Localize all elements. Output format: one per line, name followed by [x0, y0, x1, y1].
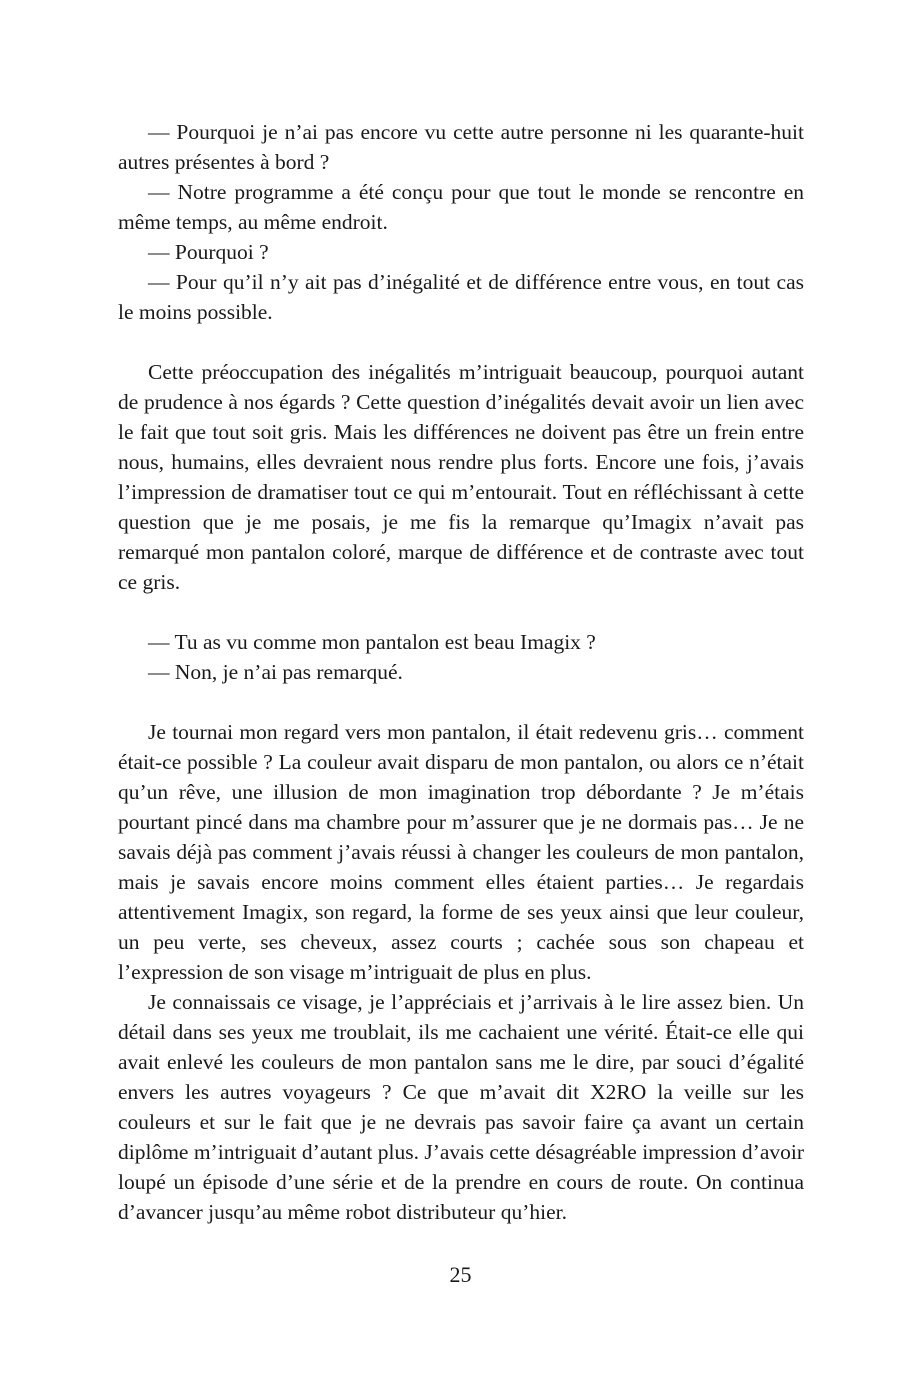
dialogue-line: — Notre programme a été conçu pour que tout le monde se rencontre en même temps, au même endroit. — [118, 180, 804, 234]
narrative-paragraph: Je connaissais ce visage, je l’appréciais et j’arrivais à le lire assez bien. Un détail dans ses yeux me troublait, ils me cachaient une vérité. Était-ce elle qui avait enlevé les couleurs de mon pantalon sans me le dire, par souci d’égalité envers les autres voyageurs ? Ce que m’avait dit X2RO la veille sur les couleurs et sur le fait que je ne devrais pas savoir faire ça avant un certain diplôme m’intriguait d’autant plus. J’avais cette désagréable impression d’avoir loupé un épisode d’une série et de la prendre en cours de route. On continua d’avancer jusqu’au même robot distributeur qu’hier. — [118, 990, 805, 1224]
page-number: 25 — [449, 1262, 472, 1287]
dialogue-block-1 — [118, 117, 804, 327]
page-body — [118, 117, 804, 1227]
dialogue-line: — Pourquoi ? — [148, 240, 269, 264]
narrative-block-2 — [118, 717, 804, 1227]
paragraph-gap — [118, 597, 804, 627]
dialogue-line: — Non, je n’ai pas remarqué. — [148, 660, 403, 684]
paragraph-gap — [118, 327, 804, 357]
narrative-paragraph: Je tournai mon regard vers mon pantalon, il était redevenu gris… comment était-ce possible ? La couleur avait disparu de mon pantalon, ou alors ce n’était qu’un rêve, une illusion de mon imagination trop débordante ? Je m’étais pourtant pincé dans ma chambre pour m’assurer que je ne dormais pas… Je ne savais déjà pas comment j’avais réussi à changer les couleurs de mon pantalon, mais je savais encore moins comment elles étaient parties… Je regardais attentivement Imagix, son regard, la forme de ses yeux ainsi que leur couleur, un peu verte, ses cheveux, assez courts ; cachée sous son chapeau et l’expression de son visage m’intriguait de plus en plus. — [118, 720, 804, 984]
dialogue-line: — Pourquoi je n’ai pas encore vu cette autre personne ni les quarante-huit autres présentes à bord ? — [118, 120, 804, 174]
dialogue-block-2 — [118, 627, 804, 687]
narrative-block-1 — [118, 357, 804, 597]
dialogue-line: — Tu as vu comme mon pantalon est beau Imagix ? — [148, 630, 596, 654]
paragraph-gap — [118, 687, 804, 717]
dialogue-line: — Pour qu’il n’y ait pas d’inégalité et de différence entre vous, en tout cas le moins possible. — [118, 270, 804, 324]
narrative-paragraph: Cette préoccupation des inégalités m’intriguait beaucoup, pourquoi autant de prudence à nos égards ? Cette question d’inégalités devait avoir un lien avec le fait que tout soit gris. Mais les différences ne doivent pas être un frein entre nous, humains, elles devraient nous rendre plus forts. Encore une fois, j’avais l’impression de dramatiser tout ce qui m’entourait. Tout en réfléchissant à cette question que je me posais, je me fis la remarque qu’Imagix n’avait pas remarqué mon pantalon coloré, marque de différence et de contraste avec tout ce gris. — [118, 360, 804, 594]
